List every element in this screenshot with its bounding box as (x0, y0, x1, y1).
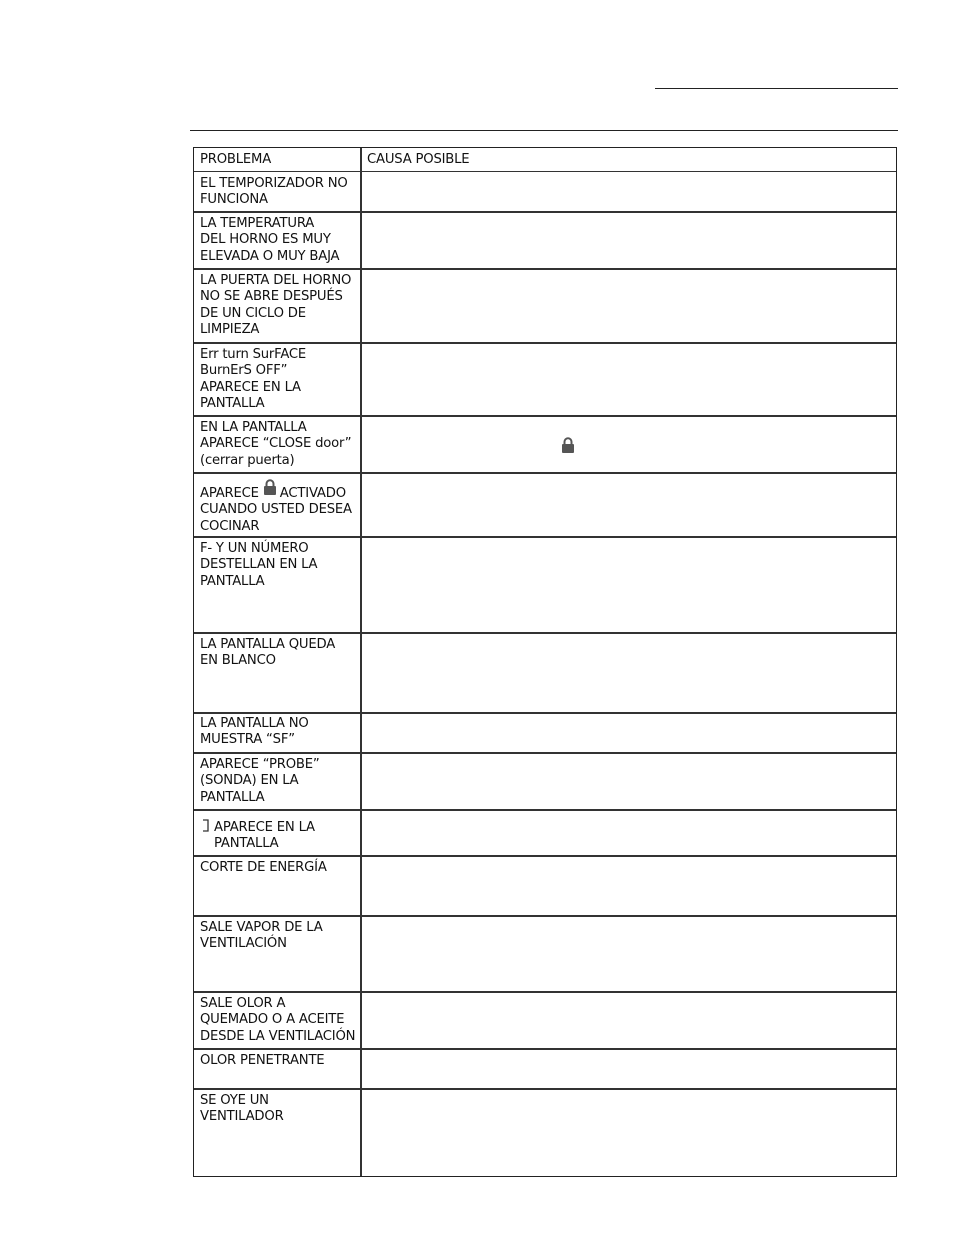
row-separator (194, 712, 896, 714)
table-row-problem: LA TEMPERATURA DEL HORNO ES MUY ELEVADA O MUY BAJA (200, 216, 340, 264)
table-row-problem: CORTE DE ENERGÍA (200, 860, 327, 875)
row-separator (194, 171, 896, 172)
header-rule-short (655, 88, 898, 89)
row-separator (194, 809, 896, 811)
row-separator (194, 472, 896, 474)
table-row-problem: Err turn SurFACE BurnErS OFF” APARECE EN LA PANTALLA (200, 347, 307, 412)
table-row-problem: LA PANTALLA QUEDA EN BLANCO (200, 637, 336, 669)
problem-text-after-icon: ACTIVADO (279, 486, 346, 501)
table-row-problem: OLOR PENETRANTE (200, 1053, 325, 1068)
problem-text-before-icon: APARECE (200, 486, 259, 501)
row-separator (194, 915, 896, 917)
column-divider (360, 148, 362, 1176)
row-separator (194, 991, 896, 993)
header-cause: CAUSA POSIBLE (367, 152, 470, 167)
row-separator (194, 855, 896, 857)
lock-icon (561, 437, 575, 458)
row-separator (194, 632, 896, 634)
table-row-problem: LA PANTALLA NO MUESTRA “SF” (200, 716, 309, 748)
row-separator (194, 415, 896, 417)
row-separator (194, 1048, 896, 1050)
lock-icon (263, 483, 276, 499)
row-separator (194, 342, 896, 344)
problem-text-after-icon: APARECE EN LA (214, 820, 315, 835)
header-rule-long (190, 130, 898, 131)
table-row-problem: SE OYE UN VENTILADOR (200, 1093, 284, 1125)
bracket-icon (200, 818, 210, 834)
row-separator (194, 752, 896, 754)
row-separator (194, 1088, 896, 1090)
troubleshooting-table (193, 147, 897, 1177)
row-separator (194, 211, 896, 213)
row-separator (194, 536, 896, 538)
table-row-problem (200, 818, 360, 853)
row-separator (194, 268, 896, 270)
header-problem: PROBLEMA (200, 152, 272, 167)
problem-text-rest: CUANDO USTED DESEA COCINAR (200, 502, 352, 534)
table-row-problem: EN LA PANTALLA APARECE “CLOSE door” (cerrar puerta) (200, 420, 352, 468)
problem-text-rest: PANTALLA (214, 836, 279, 852)
table-row-problem: APARECE “PROBE” (SONDA) EN LA PANTALLA (200, 757, 320, 805)
table-row-problem: EL TEMPORIZADOR NO FUNCIONA (200, 176, 348, 208)
table-row-problem: LA PUERTA DEL HORNO NO SE ABRE DESPUÉS DE UN CICLO DE LIMPIEZA (200, 273, 352, 338)
table-row-problem: SALE VAPOR DE LA VENTILACIÓN (200, 920, 323, 952)
table-row-problem (200, 483, 360, 535)
table-row-problem: SALE OLOR A QUEMADO O A ACEITE DESDE LA VENTILACIÓN (200, 996, 356, 1044)
table-row-problem: F- Y UN NÚMERO DESTELLAN EN LA PANTALLA (200, 541, 318, 589)
